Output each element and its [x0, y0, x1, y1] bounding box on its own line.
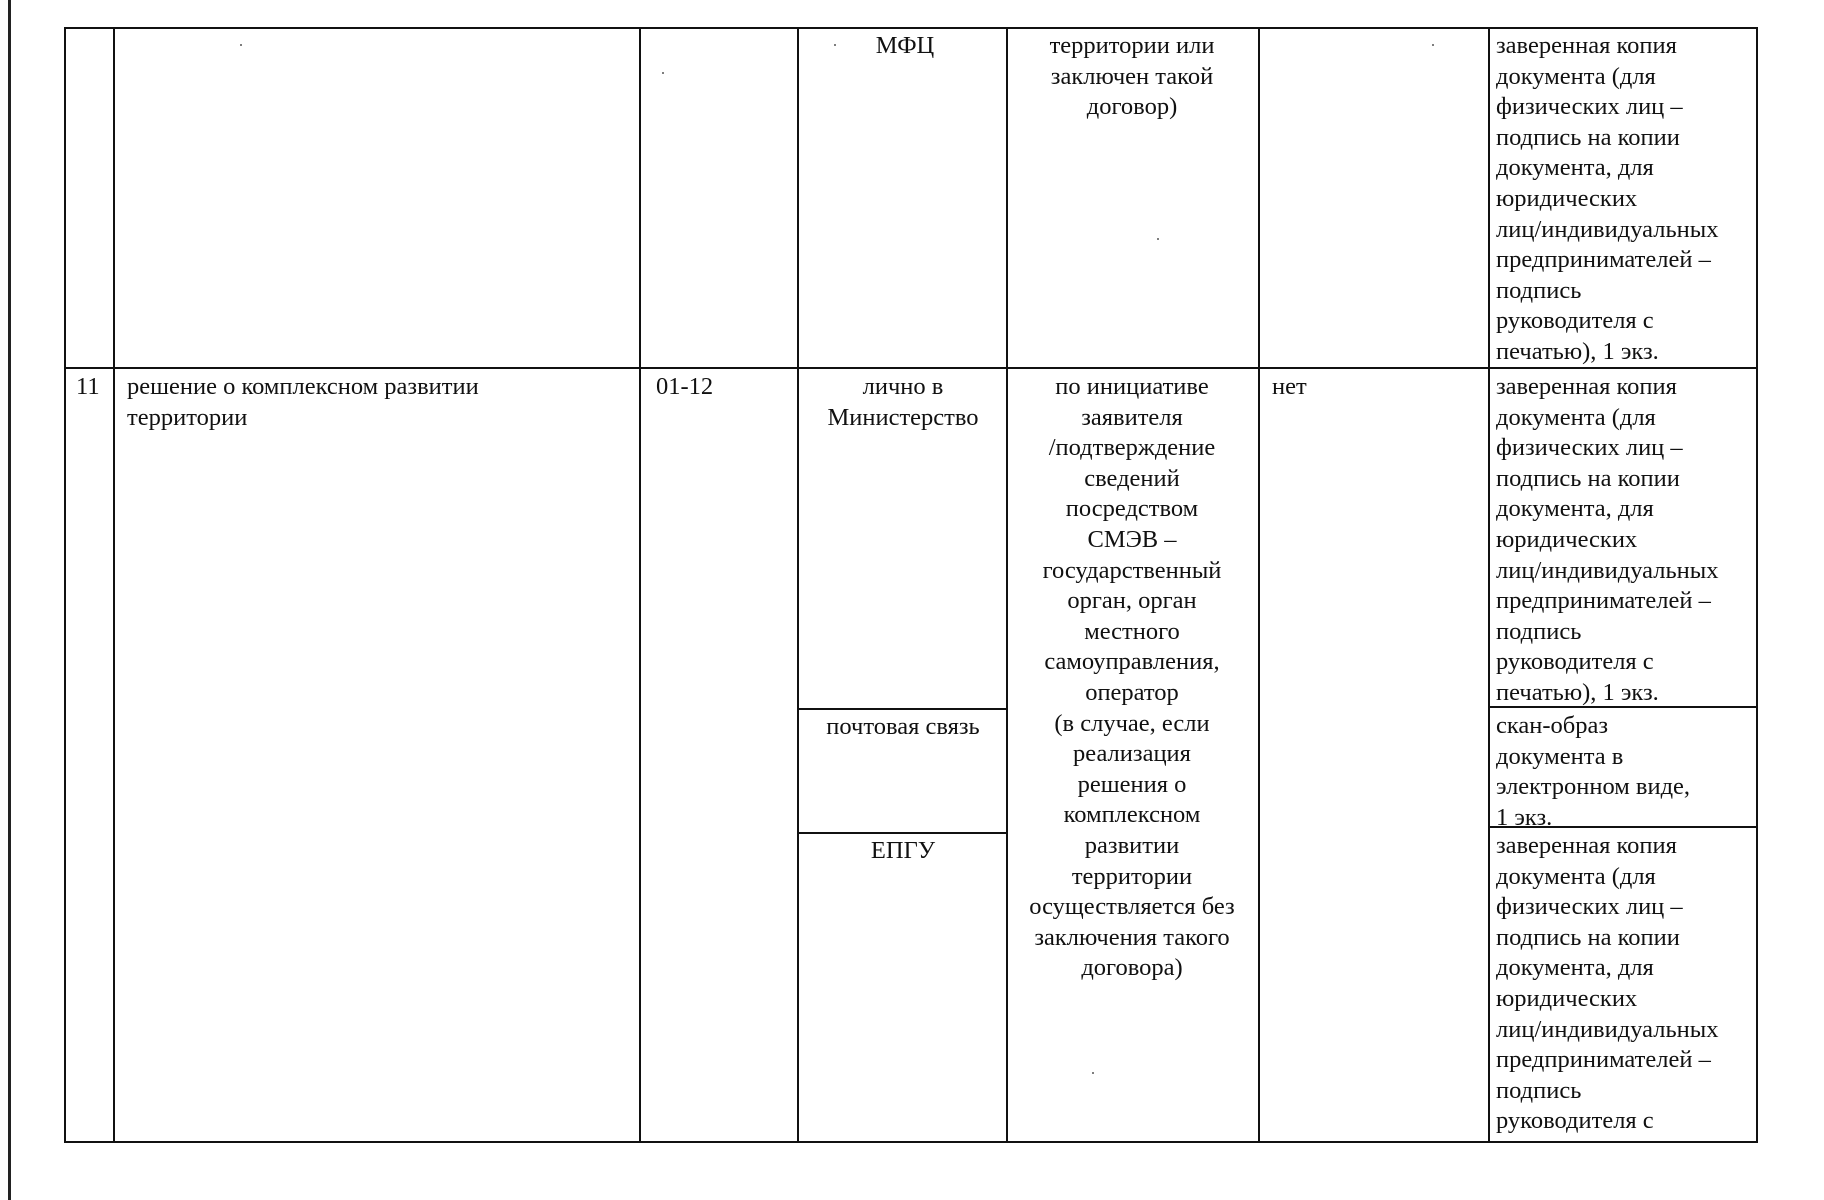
- column-divider: [797, 27, 799, 1143]
- scan-speck: [1092, 1072, 1094, 1074]
- continuation-requirement-cell: заверенная копия документа (для физических лиц – подпись на копии документа, для юридических лиц/индивидуальных предпринимателей – подпись руководителя с печатью), 1 экз.: [1496, 32, 1719, 365]
- channel-post-cell: почтовая связь: [826, 713, 980, 740]
- scan-speck: [1157, 238, 1159, 240]
- table-top-border: [64, 27, 1758, 29]
- column-divider: [639, 27, 641, 1143]
- column-divider: [1488, 27, 1490, 1143]
- channel-epgu-cell: ЕПГУ: [870, 837, 936, 864]
- scan-speck: [662, 72, 664, 74]
- table-bottom-border: [64, 1141, 1758, 1143]
- document-code-cell: 01-12: [656, 373, 714, 400]
- requirement-epgu-cell: заверенная копия документа (для физических лиц – подпись на копии документа, для юридических лиц/индивидуальных предпринимателей – подпись руководителя с: [1496, 832, 1719, 1135]
- channel-personal-cell: лично в Министерство: [827, 373, 979, 431]
- column-divider: [1258, 27, 1260, 1143]
- column-divider: [1006, 27, 1008, 1143]
- document-name-cell: решение о комплексном развитии территории: [127, 373, 479, 431]
- page-edge-line: [8, 0, 11, 1200]
- requirement-post-cell: скан-образ документа в электронном виде, 1 экз.: [1496, 712, 1691, 831]
- row-number-cell: 11: [76, 373, 100, 400]
- table-left-border: [64, 27, 66, 1143]
- column-divider: [113, 27, 115, 1143]
- continuation-channel-cell: МФЦ: [875, 32, 935, 59]
- scan-speck: [1432, 44, 1434, 46]
- table-right-border: [1756, 27, 1758, 1143]
- continuation-condition-cell: территории или заключен такой договор): [1049, 32, 1215, 121]
- original-required-cell: нет: [1272, 373, 1307, 400]
- condition-cell: по инициативе заявителя /подтверждение сведений посредством СМЭВ – государственный орган, орган местного самоуправления, оператор (в случае, если реализация решения о комплексном развитии территории осуществляется без заключения такого договора): [1029, 373, 1235, 982]
- channel-sub-row-separator: [797, 708, 1008, 710]
- scan-speck: [240, 44, 242, 46]
- requirement-personal-cell: заверенная копия документа (для физических лиц – подпись на копии документа, для юридических лиц/индивидуальных предпринимателей – подпись руководителя с печатью), 1 экз.: [1496, 373, 1719, 706]
- scan-speck: [834, 44, 836, 46]
- channel-sub-row-separator: [797, 832, 1008, 834]
